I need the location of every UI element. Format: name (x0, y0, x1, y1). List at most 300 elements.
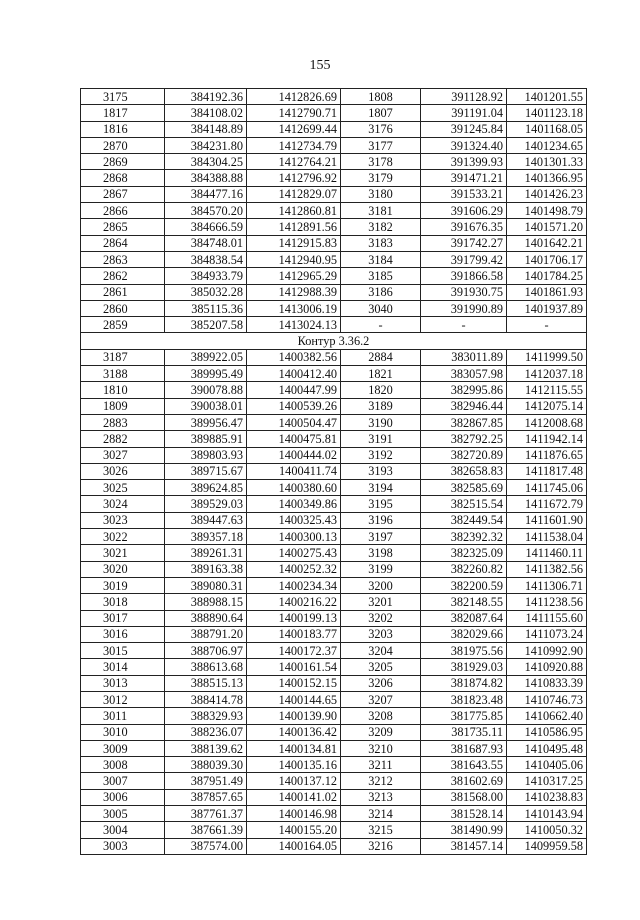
table-cell: 384388.88 (165, 170, 247, 186)
table-row (81, 512, 587, 528)
table-row (81, 137, 587, 153)
table-cell: 2863 (81, 251, 165, 267)
table-cell: 1412915.83 (247, 235, 341, 251)
table-cell: 3020 (81, 561, 165, 577)
table-cell: 388139.62 (165, 740, 247, 756)
table-cell: 384304.25 (165, 154, 247, 170)
table-cell: 3015 (81, 643, 165, 659)
table-cell: 381775.85 (421, 708, 507, 724)
table-cell: 1400380.60 (247, 480, 341, 496)
table-cell: 382720.89 (421, 447, 507, 463)
table-row (81, 251, 587, 267)
table-row (81, 219, 587, 235)
table-cell: 1410992.90 (507, 643, 587, 659)
table-cell: 385115.36 (165, 300, 247, 316)
table-cell: 1400139.90 (247, 708, 341, 724)
page-number: 155 (309, 58, 331, 73)
table-row (81, 773, 587, 789)
coordinates-table-bottom-block (81, 349, 587, 854)
table-cell: 382325.09 (421, 545, 507, 561)
table-cell: 1410050.32 (507, 822, 587, 838)
table-cell: 1807 (341, 105, 421, 121)
table-row (81, 496, 587, 512)
table-cell: 3005 (81, 806, 165, 822)
table-cell: 1400411.74 (247, 463, 341, 479)
table-cell: 3014 (81, 659, 165, 675)
table-cell: 3184 (341, 251, 421, 267)
table-cell: 2867 (81, 186, 165, 202)
table-cell: 391930.75 (421, 284, 507, 300)
table-cell: 1400252.32 (247, 561, 341, 577)
table-cell: 1400412.40 (247, 366, 341, 382)
table-cell: 382515.54 (421, 496, 507, 512)
table-cell: 1410495.48 (507, 740, 587, 756)
table-cell: 1817 (81, 105, 165, 121)
table-cell: 381528.14 (421, 806, 507, 822)
table-cell: 1400199.13 (247, 610, 341, 626)
table-cell: 1412988.39 (247, 284, 341, 300)
table-row (81, 170, 587, 186)
table-cell: 384231.80 (165, 137, 247, 153)
table-cell: 1401937.89 (507, 300, 587, 316)
table-cell: 3191 (341, 431, 421, 447)
table-cell: 388039.30 (165, 757, 247, 773)
coordinates-table (80, 88, 587, 855)
table-cell: 387951.49 (165, 773, 247, 789)
table-cell: 1401498.79 (507, 203, 587, 219)
table-cell: 381823.48 (421, 691, 507, 707)
table-cell: 384148.89 (165, 121, 247, 137)
table-cell: 3192 (341, 447, 421, 463)
table-row (81, 366, 587, 382)
table-cell: 388706.97 (165, 643, 247, 659)
table-row (81, 806, 587, 822)
table-cell: 385032.28 (165, 284, 247, 300)
table-cell: 1400504.47 (247, 414, 341, 430)
table-cell: 1400275.43 (247, 545, 341, 561)
table-cell: 1412826.69 (247, 89, 341, 105)
table-cell: 385207.58 (165, 317, 247, 333)
table-cell: 3196 (341, 512, 421, 528)
table-cell: 381490.99 (421, 822, 507, 838)
table-cell: 391990.89 (421, 300, 507, 316)
table-cell: 1411817.48 (507, 463, 587, 479)
table-row (81, 691, 587, 707)
table-row (81, 708, 587, 724)
table-cell: 388414.78 (165, 691, 247, 707)
table-cell: 384666.59 (165, 219, 247, 235)
table-cell: 381643.55 (421, 757, 507, 773)
table-cell: 1401784.25 (507, 268, 587, 284)
table-cell: 3009 (81, 740, 165, 756)
table-cell: 3022 (81, 529, 165, 545)
table-cell: 1412037.18 (507, 366, 587, 382)
table-cell: 382867.85 (421, 414, 507, 430)
table-cell: 384108.02 (165, 105, 247, 121)
table-cell: 1411460.11 (507, 545, 587, 561)
table-cell: 389715.67 (165, 463, 247, 479)
table-row (81, 431, 587, 447)
table-row (81, 610, 587, 626)
table-cell: 1810 (81, 382, 165, 398)
table-cell: 2865 (81, 219, 165, 235)
table-cell: 3204 (341, 643, 421, 659)
table-cell: 382087.64 (421, 610, 507, 626)
table-cell: 389261.31 (165, 545, 247, 561)
table-cell: 1412829.07 (247, 186, 341, 202)
table-cell: 1412115.55 (507, 382, 587, 398)
table-cell: 3197 (341, 529, 421, 545)
table-cell: 3027 (81, 447, 165, 463)
table-cell: 388890.64 (165, 610, 247, 626)
table-cell: 1411155.60 (507, 610, 587, 626)
table-row (81, 822, 587, 838)
table-cell: 382029.66 (421, 626, 507, 642)
table-cell: 3182 (341, 219, 421, 235)
table-cell: 1410143.94 (507, 806, 587, 822)
table-cell: 1410920.88 (507, 659, 587, 675)
table-cell: 3007 (81, 773, 165, 789)
table-cell: 2870 (81, 137, 165, 153)
table-row (81, 105, 587, 121)
table-cell: 387857.65 (165, 789, 247, 805)
table-cell: 1400349.86 (247, 496, 341, 512)
table-cell: 1400136.42 (247, 724, 341, 740)
table-row (81, 235, 587, 251)
table-cell: 1413006.19 (247, 300, 341, 316)
table-cell: 384838.54 (165, 251, 247, 267)
table-cell: 391606.29 (421, 203, 507, 219)
table-cell: 2882 (81, 431, 165, 447)
table-cell: 3200 (341, 577, 421, 593)
table-cell: 3186 (341, 284, 421, 300)
table-cell: 1400447.99 (247, 382, 341, 398)
table-cell: 381929.03 (421, 659, 507, 675)
table-cell: 1400161.54 (247, 659, 341, 675)
table-cell: 384933.79 (165, 268, 247, 284)
table-cell: 391799.42 (421, 251, 507, 267)
table-cell: 3176 (341, 121, 421, 137)
table-cell: 3175 (81, 89, 165, 105)
table-cell: 3185 (341, 268, 421, 284)
table-cell: 383011.89 (421, 349, 507, 365)
table-cell: 2884 (341, 349, 421, 365)
table-cell: 1411306.71 (507, 577, 587, 593)
table-cell: 1400134.81 (247, 740, 341, 756)
table-cell: 1401861.93 (507, 284, 587, 300)
table-cell: 1409959.58 (507, 838, 587, 854)
table-cell: - (507, 317, 587, 333)
table-cell: - (341, 317, 421, 333)
table-cell: 387761.37 (165, 806, 247, 822)
table-cell: 1809 (81, 398, 165, 414)
table-cell: 1410317.25 (507, 773, 587, 789)
table-cell: 3003 (81, 838, 165, 854)
table-cell: 387574.00 (165, 838, 247, 854)
table-cell: 2861 (81, 284, 165, 300)
table-cell: - (421, 317, 507, 333)
table-cell: 382946.44 (421, 398, 507, 414)
table-row (81, 480, 587, 496)
table-cell: 3180 (341, 186, 421, 202)
table-cell: 3210 (341, 740, 421, 756)
table-cell: 389624.85 (165, 480, 247, 496)
table-cell: 391471.21 (421, 170, 507, 186)
table-cell: 1411073.24 (507, 626, 587, 642)
table-cell: 382585.69 (421, 480, 507, 496)
table-cell: 2883 (81, 414, 165, 430)
table-cell: 3006 (81, 789, 165, 805)
table-row (81, 398, 587, 414)
table-cell: 3023 (81, 512, 165, 528)
table-cell: 1412796.92 (247, 170, 341, 186)
table-cell: 1400137.12 (247, 773, 341, 789)
table-cell: 383057.98 (421, 366, 507, 382)
table-cell: 1401201.55 (507, 89, 587, 105)
table-cell: 3024 (81, 496, 165, 512)
table-cell: 1411601.90 (507, 512, 587, 528)
table-row (81, 317, 587, 333)
table-cell: 384477.16 (165, 186, 247, 202)
table-row (81, 561, 587, 577)
table-cell: 1820 (341, 382, 421, 398)
table-cell: 1400146.98 (247, 806, 341, 822)
table-cell: 1412008.68 (507, 414, 587, 430)
table-cell: 3019 (81, 577, 165, 593)
table-cell: 1410833.39 (507, 675, 587, 691)
table-cell: 3188 (81, 366, 165, 382)
table-cell: 3207 (341, 691, 421, 707)
table-cell: 1411238.56 (507, 594, 587, 610)
table-cell: 391533.21 (421, 186, 507, 202)
table-cell: 1400444.02 (247, 447, 341, 463)
table-cell: 391245.84 (421, 121, 507, 137)
table-cell: 1400475.81 (247, 431, 341, 447)
table-cell: 1412940.95 (247, 251, 341, 267)
table-row (81, 154, 587, 170)
table-cell: 1816 (81, 121, 165, 137)
table-row (81, 757, 587, 773)
table-cell: 389080.31 (165, 577, 247, 593)
table-cell: 3018 (81, 594, 165, 610)
table-cell: 3199 (341, 561, 421, 577)
table-cell: 382995.86 (421, 382, 507, 398)
table-row (81, 300, 587, 316)
table-cell: 1410405.06 (507, 757, 587, 773)
table-cell: 3198 (341, 545, 421, 561)
table-cell: 3040 (341, 300, 421, 316)
table-cell: 382792.25 (421, 431, 507, 447)
table-row (81, 659, 587, 675)
table-cell: 1401706.17 (507, 251, 587, 267)
section-row (81, 333, 587, 349)
table-cell: 1400234.34 (247, 577, 341, 593)
table-cell: 1400141.02 (247, 789, 341, 805)
table-cell: 1400155.20 (247, 822, 341, 838)
table-cell: 3213 (341, 789, 421, 805)
table-row (81, 414, 587, 430)
table-cell: 1411942.14 (507, 431, 587, 447)
table-cell: 384192.36 (165, 89, 247, 105)
table-cell: 1411745.06 (507, 480, 587, 496)
table-cell: 3205 (341, 659, 421, 675)
table-cell: 1412764.21 (247, 154, 341, 170)
table-cell: 2864 (81, 235, 165, 251)
table-cell: 1410746.73 (507, 691, 587, 707)
table-cell: 3016 (81, 626, 165, 642)
table-cell: 3183 (341, 235, 421, 251)
table-cell: 388515.13 (165, 675, 247, 691)
table-cell: 2859 (81, 317, 165, 333)
table-row (81, 463, 587, 479)
table-cell: 381568.00 (421, 789, 507, 805)
table-cell: 384570.20 (165, 203, 247, 219)
table-row (81, 186, 587, 202)
table-row (81, 203, 587, 219)
table-row (81, 89, 587, 105)
table-cell: 3178 (341, 154, 421, 170)
table-cell: 1411538.04 (507, 529, 587, 545)
table-cell: 3206 (341, 675, 421, 691)
table-cell: 3008 (81, 757, 165, 773)
table-cell: 3193 (341, 463, 421, 479)
table-cell: 1400216.22 (247, 594, 341, 610)
table-cell: 1412075.14 (507, 398, 587, 414)
table-cell: 1400325.43 (247, 512, 341, 528)
table-cell: 1412891.56 (247, 219, 341, 235)
table-cell: 1410586.95 (507, 724, 587, 740)
table-cell: 3017 (81, 610, 165, 626)
table-cell: 3189 (341, 398, 421, 414)
table-cell: 1412734.79 (247, 137, 341, 153)
table-cell: 391866.58 (421, 268, 507, 284)
table-cell: 1400152.15 (247, 675, 341, 691)
section-block (81, 333, 587, 349)
table-cell: 3013 (81, 675, 165, 691)
table-cell: 391128.92 (421, 89, 507, 105)
table-cell: 3012 (81, 691, 165, 707)
table-row (81, 789, 587, 805)
table-cell: 3010 (81, 724, 165, 740)
table-cell: 1411876.65 (507, 447, 587, 463)
table-cell: 381735.11 (421, 724, 507, 740)
table-cell: 1412860.81 (247, 203, 341, 219)
table-cell: 1400382.56 (247, 349, 341, 365)
table-cell: 381975.56 (421, 643, 507, 659)
table-cell: 3212 (341, 773, 421, 789)
table-cell: 1400539.26 (247, 398, 341, 414)
table-cell: 389956.47 (165, 414, 247, 430)
table-cell: 3179 (341, 170, 421, 186)
table-cell: 389529.03 (165, 496, 247, 512)
table-cell: 391399.93 (421, 154, 507, 170)
table-cell: 1412699.44 (247, 121, 341, 137)
table-cell: 3201 (341, 594, 421, 610)
table-cell: 391324.40 (421, 137, 507, 153)
table-cell: 1410238.83 (507, 789, 587, 805)
table-cell: 1401366.95 (507, 170, 587, 186)
table-cell: 1400164.05 (247, 838, 341, 854)
table-cell: 381874.82 (421, 675, 507, 691)
table-cell: 3195 (341, 496, 421, 512)
table-cell: 3211 (341, 757, 421, 773)
table-cell: 1400135.16 (247, 757, 341, 773)
table-row (81, 121, 587, 137)
table-row (81, 594, 587, 610)
table-cell: 1412790.71 (247, 105, 341, 121)
table-cell: 3216 (341, 838, 421, 854)
table-cell: 3190 (341, 414, 421, 430)
table-row (81, 724, 587, 740)
table-cell: 1411999.50 (507, 349, 587, 365)
table-cell: 3214 (341, 806, 421, 822)
table-cell: 3194 (341, 480, 421, 496)
table-cell: 387661.39 (165, 822, 247, 838)
table-cell: 1401571.20 (507, 219, 587, 235)
table-cell: 2868 (81, 170, 165, 186)
table-cell: 1401301.33 (507, 154, 587, 170)
table-row (81, 643, 587, 659)
table-cell: 389995.49 (165, 366, 247, 382)
table-row (81, 447, 587, 463)
table-row (81, 529, 587, 545)
table-cell: 384748.01 (165, 235, 247, 251)
table-cell: 3177 (341, 137, 421, 153)
table-row (81, 284, 587, 300)
table-cell: 389803.93 (165, 447, 247, 463)
table-cell: 1401168.05 (507, 121, 587, 137)
table-cell: 2862 (81, 268, 165, 284)
table-cell: 1400300.13 (247, 529, 341, 545)
table-cell: 388791.20 (165, 626, 247, 642)
table-cell: 1401426.23 (507, 186, 587, 202)
table-cell: 1821 (341, 366, 421, 382)
table-cell: 2866 (81, 203, 165, 219)
table-row (81, 349, 587, 365)
table-cell: 3021 (81, 545, 165, 561)
table-cell: 381457.14 (421, 838, 507, 854)
table-cell: 388329.93 (165, 708, 247, 724)
table-cell: 388236.07 (165, 724, 247, 740)
table-row (81, 382, 587, 398)
table-cell: 382449.54 (421, 512, 507, 528)
table-cell: 1411672.79 (507, 496, 587, 512)
table-cell: 3026 (81, 463, 165, 479)
table-row (81, 577, 587, 593)
table-cell: 390038.01 (165, 398, 247, 414)
table-cell: 2860 (81, 300, 165, 316)
table-cell: 389163.38 (165, 561, 247, 577)
table-cell: 391742.27 (421, 235, 507, 251)
coordinates-table-top-block (81, 89, 587, 333)
table-cell: 1411382.56 (507, 561, 587, 577)
table-cell: 1410662.40 (507, 708, 587, 724)
table-cell: 3209 (341, 724, 421, 740)
table-cell: 391676.35 (421, 219, 507, 235)
table-cell: 382392.32 (421, 529, 507, 545)
table-row (81, 740, 587, 756)
table-cell: 389357.18 (165, 529, 247, 545)
table-row (81, 675, 587, 691)
table-cell: 1401123.18 (507, 105, 587, 121)
table-cell: 388613.68 (165, 659, 247, 675)
table-cell: 381602.69 (421, 773, 507, 789)
table-row (81, 268, 587, 284)
table-cell: 389447.63 (165, 512, 247, 528)
table-cell: 382148.55 (421, 594, 507, 610)
table-cell: 391191.04 (421, 105, 507, 121)
table-cell: 3187 (81, 349, 165, 365)
